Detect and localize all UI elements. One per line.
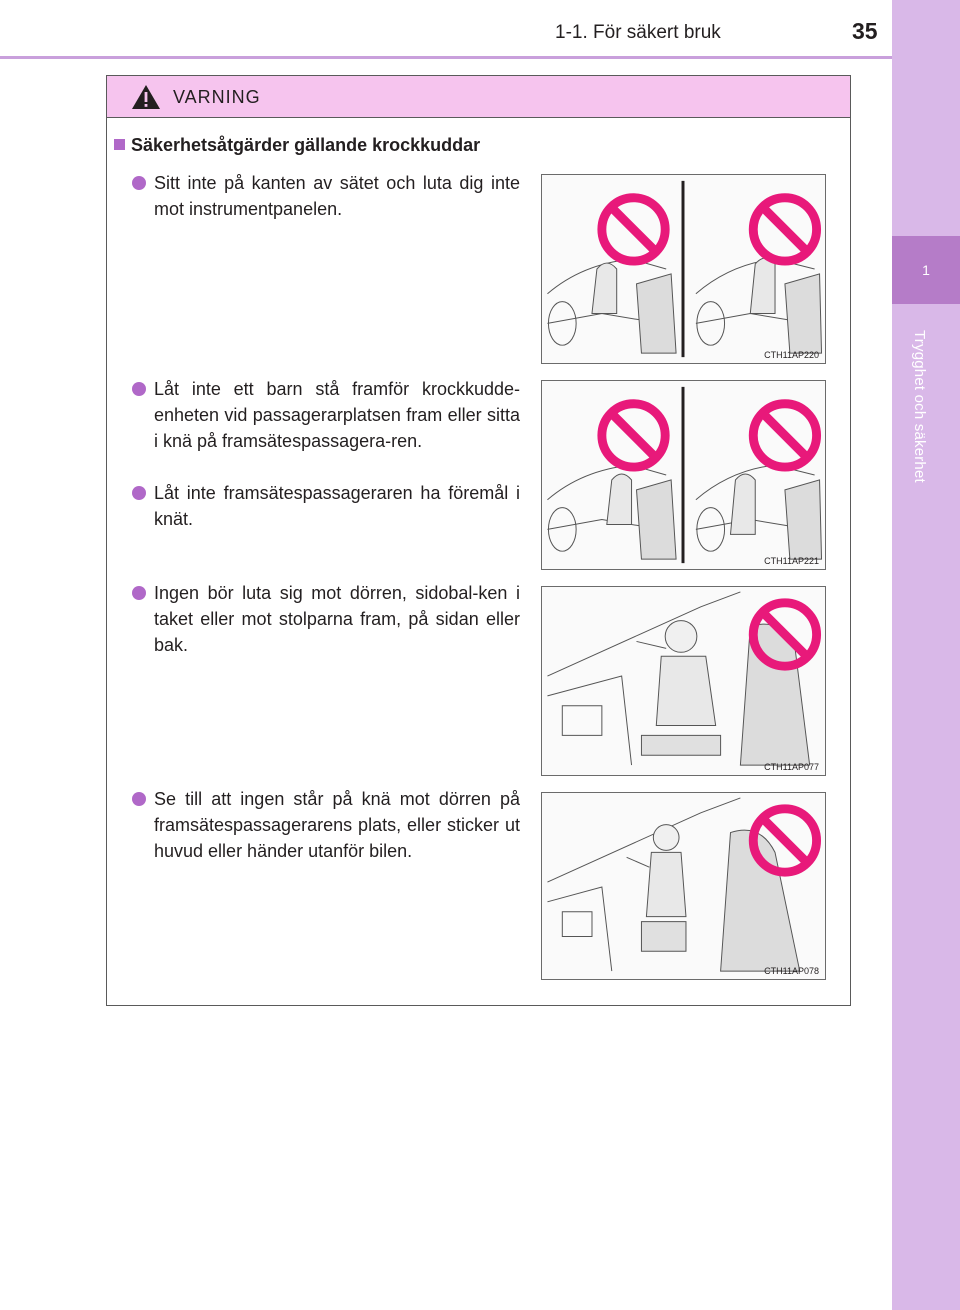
bullet-item: Låt inte ett barn stå framför krockkudde-enheten vid passagerarplatsen fram eller sitta i knä på framsätespassagera-ren.	[130, 376, 520, 454]
chapter-tab[interactable]	[892, 236, 960, 304]
bullet-dot-icon	[132, 486, 146, 500]
page-header-title: 1-1. För säkert bruk	[555, 22, 721, 43]
illustration	[542, 793, 825, 979]
chapter-label: Trygghet och säkerhet	[911, 330, 928, 483]
figure-leaning-on-dashboard	[541, 174, 826, 364]
bullet-dot-icon	[132, 792, 146, 806]
illustration	[542, 175, 825, 363]
figure-code: CTH11AP077	[764, 762, 819, 772]
bullet-item: Ingen bör luta sig mot dörren, sidobal-ken i taket eller mot stolparna fram, på sidan eller bak.	[130, 580, 520, 658]
bullet-dot-icon	[132, 382, 146, 396]
chapter-number: 1	[922, 262, 930, 278]
header-divider	[0, 56, 892, 59]
prohibition-icon	[753, 404, 816, 467]
bullet-item: Se till att ingen står på knä mot dörren på framsätespassagerarens plats, eller sticker ut huvud eller händer utanför bilen.	[130, 786, 520, 864]
section-title: Säkerhetsåtgärder gällande krockkuddar	[114, 135, 480, 156]
figure-code: CTH11AP221	[764, 556, 819, 566]
prohibition-icon	[753, 198, 816, 261]
bullet-dot-icon	[132, 176, 146, 190]
illustration	[542, 587, 825, 775]
prohibition-icon	[602, 198, 665, 261]
warning-triangle-icon	[131, 84, 161, 110]
figure-child-standing	[541, 380, 826, 570]
warning-header	[107, 76, 850, 118]
figure-leaning-on-door	[541, 586, 826, 776]
square-bullet-icon	[114, 139, 125, 150]
illustration	[542, 381, 825, 569]
figure-kneeling-at-door	[541, 792, 826, 980]
figure-code: CTH11AP078	[764, 966, 819, 976]
bullet-item: Låt inte framsätespassageraren ha föremål i knät.	[130, 480, 520, 532]
page-number: 35	[852, 18, 878, 44]
bullet-item: Sitt inte på kanten av sätet och luta dig inte mot instrumentpanelen.	[130, 170, 520, 222]
bullet-dot-icon	[132, 586, 146, 600]
figure-code: CTH11AP220	[764, 350, 819, 360]
prohibition-icon	[602, 404, 665, 467]
warning-label: VARNING	[173, 87, 261, 107]
chapter-side-bar	[892, 0, 960, 1310]
